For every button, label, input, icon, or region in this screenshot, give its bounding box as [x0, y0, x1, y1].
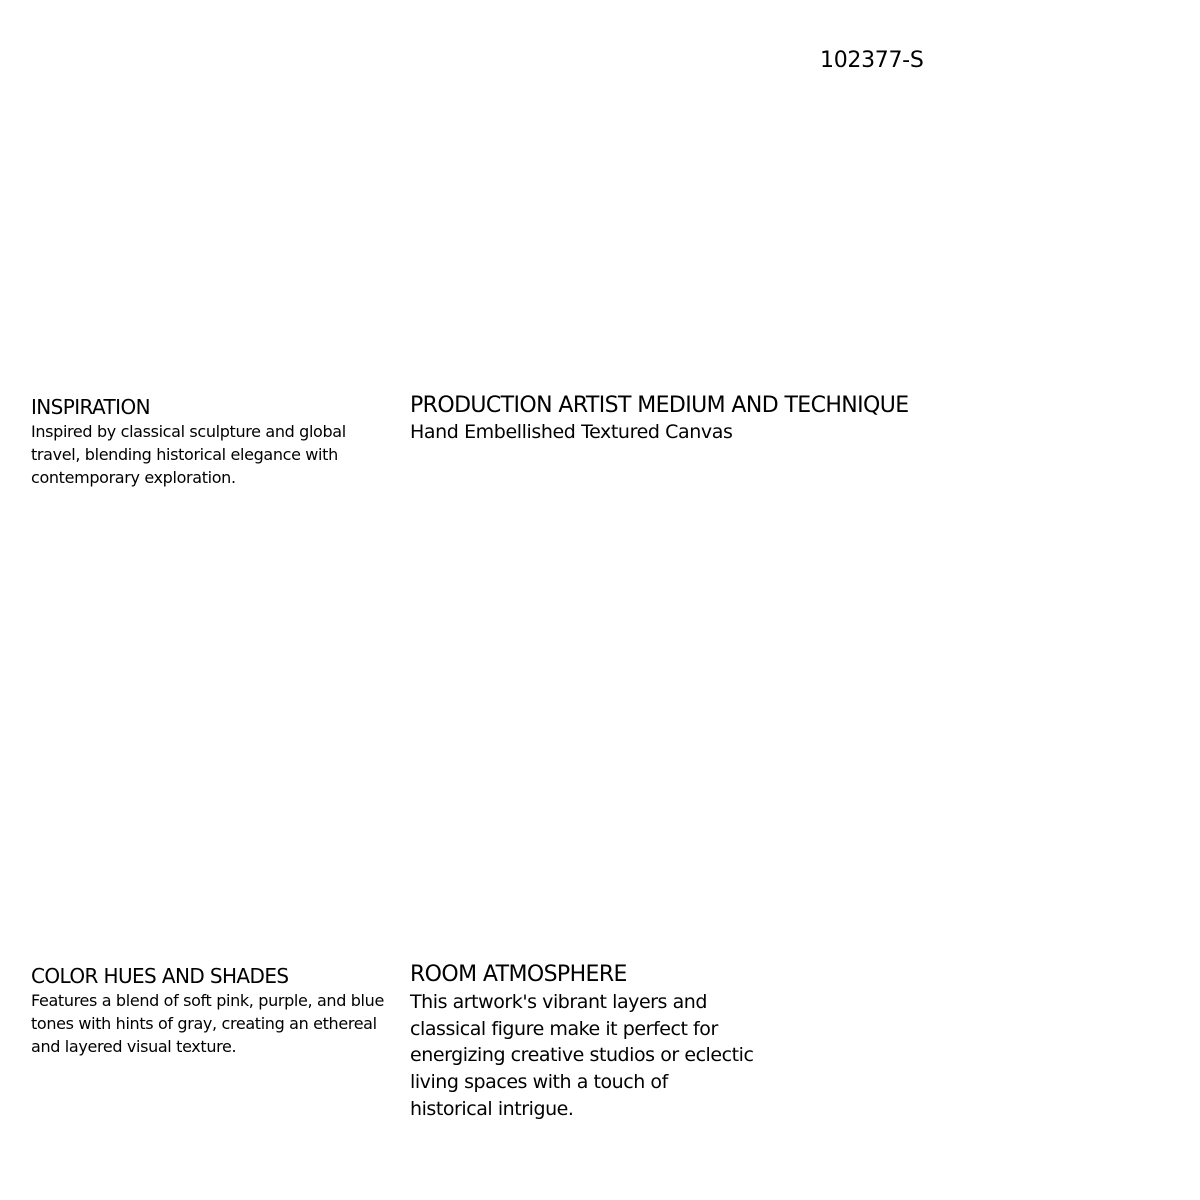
- color-hues-section: [31, 963, 391, 1058]
- inspiration-text: Inspired by classical sculpture and global travel, blending historical elegance with contemporary exploration.: [31, 422, 346, 487]
- medium-technique-heading: PRODUCTION ARTIST MEDIUM AND TECHNIQUE: [410, 393, 909, 418]
- product-sku: 102377-S: [820, 48, 924, 73]
- room-atmosphere-heading: ROOM ATMOSPHERE: [410, 962, 627, 987]
- medium-technique-section: [410, 392, 970, 444]
- color-hues-text: Features a blend of soft pink, purple, and blue tones with hints of gray, creating an ethereal and layered visual texture.: [31, 991, 384, 1056]
- inspiration-heading: INSPIRATION: [31, 395, 150, 419]
- inspiration-section: [31, 394, 391, 489]
- medium-technique-text: Hand Embellished Textured Canvas: [410, 421, 733, 443]
- room-atmosphere-text: This artwork's vibrant layers and classical figure make it perfect for energizing creative studios or eclectic living spaces with a touch of historical intrigue.: [410, 991, 754, 1120]
- room-atmosphere-section: [410, 961, 755, 1123]
- color-hues-heading: COLOR HUES AND SHADES: [31, 964, 289, 988]
